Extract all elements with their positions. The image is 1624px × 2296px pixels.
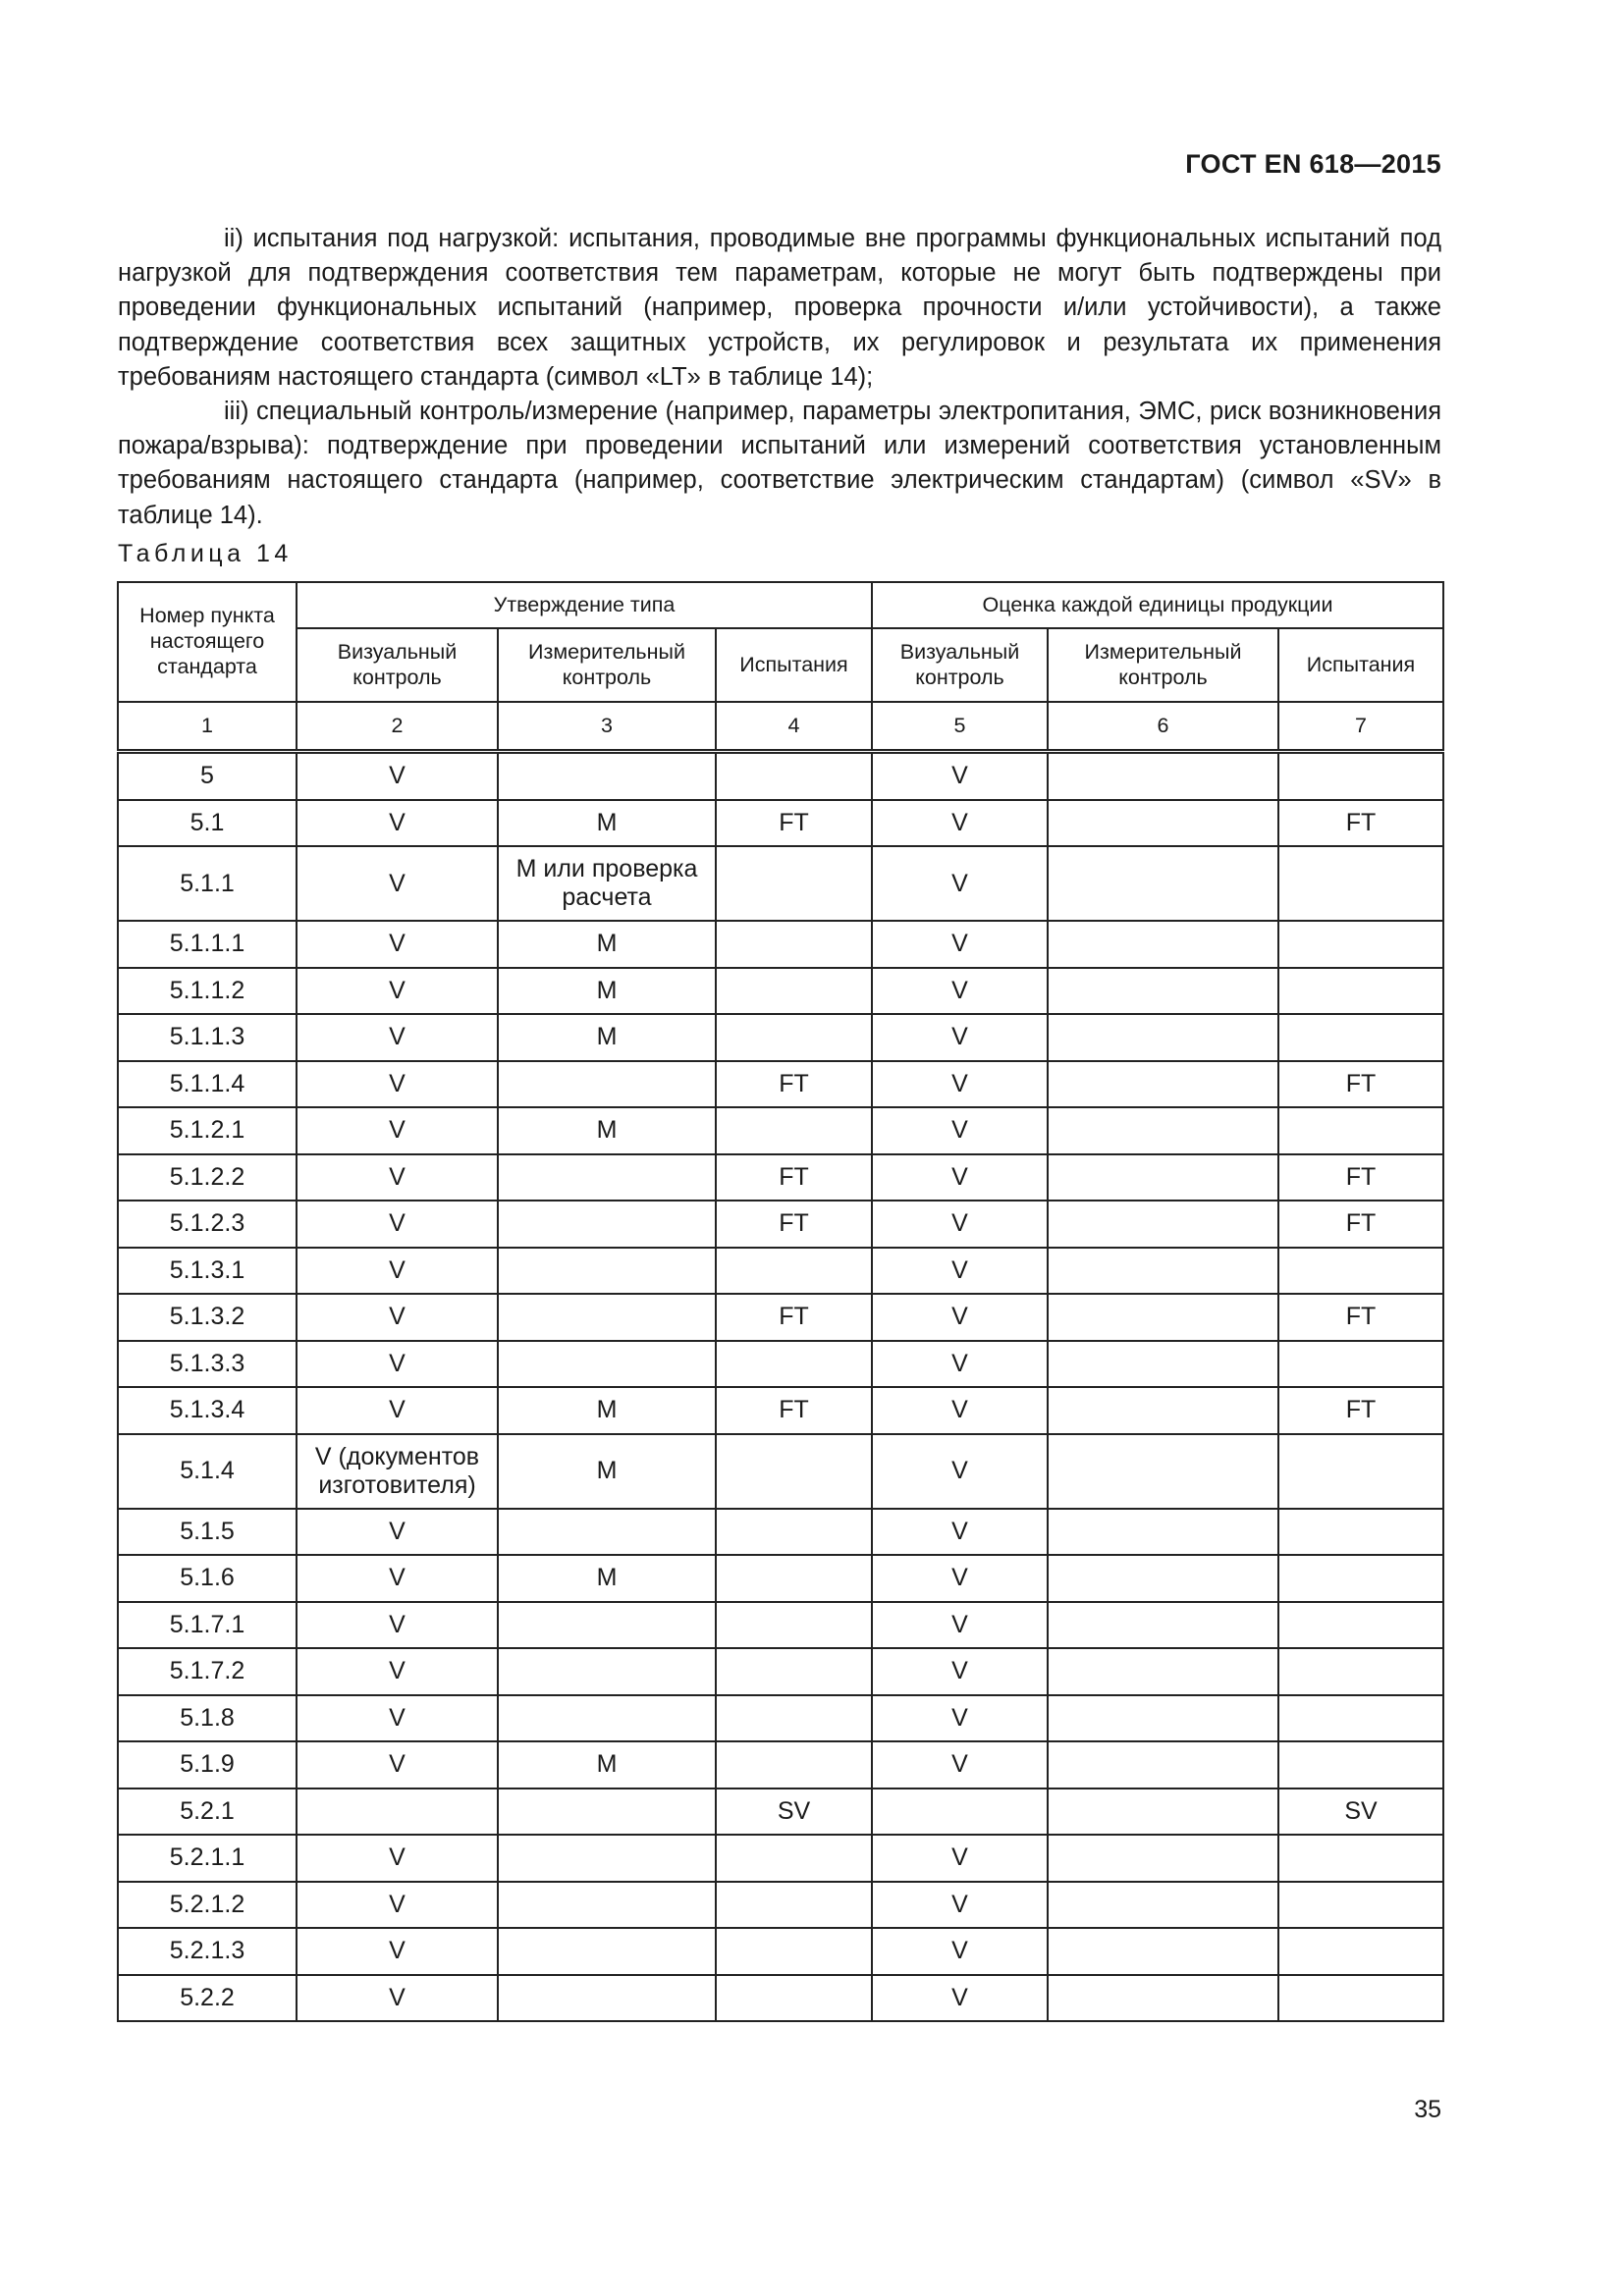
cell-tests-type (716, 1555, 872, 1602)
cell-measure-type (498, 1154, 716, 1201)
paragraph-special-control: iii) специальный контроль/измерение (например, параметры электропитания, ЭМС, риск возникновения пожара/взрыва): подтверждение при проведении испытаний или измерений соответствия установленным требованиям настоящего стандарта (например, соответствие электрическим стандартам) (символ «SV» в таблице 14). (118, 398, 1441, 529)
cell-tests-unit (1278, 1835, 1443, 1882)
cell-measure-type (498, 1882, 716, 1929)
cell-tests-type (716, 1882, 872, 1929)
cell-visual-type: V (297, 1975, 498, 2022)
cell-visual-unit: V (872, 1014, 1048, 1061)
cell-visual-unit: V (872, 921, 1048, 968)
table-row (118, 1341, 1443, 1388)
cell-measure-type (498, 1789, 716, 1836)
cell-measure-unit (1048, 1602, 1278, 1649)
cell-tests-unit (1278, 1648, 1443, 1695)
table-row (118, 968, 1443, 1015)
cell-clause: 5.1.2.1 (118, 1107, 297, 1154)
cell-visual-type: V (297, 800, 498, 847)
cell-tests-type (716, 1741, 872, 1789)
cell-visual-unit: V (872, 1201, 1048, 1248)
cell-measure-type (498, 1975, 716, 2022)
cell-clause: 5.1.7.2 (118, 1648, 297, 1695)
cell-measure-type: M (498, 1107, 716, 1154)
column-number: 1 (118, 702, 297, 752)
cell-visual-unit: V (872, 752, 1048, 800)
column-number: 7 (1278, 702, 1443, 752)
cell-visual-type: V (297, 1509, 498, 1556)
cell-tests-type (716, 752, 872, 800)
cell-visual-type: V (297, 1648, 498, 1695)
cell-tests-type (716, 1107, 872, 1154)
cell-clause: 5.1.5 (118, 1509, 297, 1556)
cell-visual-type (297, 1789, 498, 1836)
cell-measure-unit (1048, 1648, 1278, 1695)
cell-tests-unit (1278, 1928, 1443, 1975)
cell-visual-type: V (297, 1154, 498, 1201)
cell-visual-unit: V (872, 1695, 1048, 1742)
cell-visual-type: V (297, 752, 498, 800)
cell-tests-type (716, 846, 872, 921)
cell-measure-type (498, 1602, 716, 1649)
table-row (118, 921, 1443, 968)
table-row (118, 1928, 1443, 1975)
header-tests-unit: Испытания (1278, 628, 1443, 702)
cell-visual-type: V (297, 1061, 498, 1108)
cell-measure-type (498, 1928, 716, 1975)
cell-tests-type: FT (716, 1294, 872, 1341)
cell-measure-type (498, 1695, 716, 1742)
cell-tests-unit (1278, 921, 1443, 968)
cell-tests-type (716, 1434, 872, 1509)
cell-visual-unit: V (872, 1882, 1048, 1929)
cell-clause: 5.1.4 (118, 1434, 297, 1509)
cell-tests-unit (1278, 1434, 1443, 1509)
cell-visual-type: V (297, 1201, 498, 1248)
cell-clause: 5.1.3.2 (118, 1294, 297, 1341)
cell-visual-unit: V (872, 1294, 1048, 1341)
cell-measure-type (498, 1648, 716, 1695)
cell-visual-type: V (297, 1741, 498, 1789)
cell-clause: 5.1.1 (118, 846, 297, 921)
table-row (118, 1602, 1443, 1649)
cell-visual-unit: V (872, 1975, 1048, 2022)
cell-visual-type: V (297, 1882, 498, 1929)
cell-visual-type: V (297, 1248, 498, 1295)
cell-tests-unit (1278, 1602, 1443, 1649)
cell-clause: 5.1.1.1 (118, 921, 297, 968)
table-row (118, 1741, 1443, 1789)
cell-tests-unit (1278, 968, 1443, 1015)
cell-measure-type (498, 1201, 716, 1248)
cell-measure-unit (1048, 1294, 1278, 1341)
cell-clause: 5 (118, 752, 297, 800)
table-row (118, 1107, 1443, 1154)
cell-measure-unit (1048, 1928, 1278, 1975)
cell-tests-unit (1278, 1014, 1443, 1061)
header-measure-type: Измерительный контроль (498, 628, 716, 702)
column-number: 6 (1048, 702, 1278, 752)
column-number: 2 (297, 702, 498, 752)
cell-measure-unit (1048, 1387, 1278, 1434)
cell-clause: 5.1.2.2 (118, 1154, 297, 1201)
column-number: 5 (872, 702, 1048, 752)
cell-measure-type: M (498, 1014, 716, 1061)
table-row (118, 752, 1443, 800)
table-row (118, 1509, 1443, 1556)
cell-tests-unit: FT (1278, 800, 1443, 847)
cell-tests-type (716, 1648, 872, 1695)
header-unit-assessment: Оценка каждой единицы продукции (872, 582, 1443, 628)
cell-measure-type: M (498, 968, 716, 1015)
cell-clause: 5.1.8 (118, 1695, 297, 1742)
cell-measure-type: M (498, 921, 716, 968)
cell-tests-type (716, 1928, 872, 1975)
cell-measure-unit (1048, 1201, 1278, 1248)
table-caption: Таблица 14 (118, 540, 293, 567)
cell-measure-unit (1048, 1014, 1278, 1061)
cell-visual-unit (872, 1789, 1048, 1836)
cell-tests-type: FT (716, 1154, 872, 1201)
cell-clause: 5.1.1.2 (118, 968, 297, 1015)
cell-clause: 5.1.3.1 (118, 1248, 297, 1295)
cell-measure-type (498, 1341, 716, 1388)
cell-measure-unit (1048, 1741, 1278, 1789)
cell-tests-unit: FT (1278, 1201, 1443, 1248)
table-row (118, 1061, 1443, 1108)
cell-clause: 5.1.9 (118, 1741, 297, 1789)
cell-tests-type: FT (716, 800, 872, 847)
cell-measure-unit (1048, 800, 1278, 847)
cell-clause: 5.1.3.3 (118, 1341, 297, 1388)
cell-tests-type (716, 1014, 872, 1061)
cell-clause: 5.1 (118, 800, 297, 847)
cell-tests-unit (1278, 1509, 1443, 1556)
cell-tests-unit (1278, 1741, 1443, 1789)
cell-tests-type (716, 1341, 872, 1388)
cell-tests-type: SV (716, 1789, 872, 1836)
cell-visual-unit: V (872, 1648, 1048, 1695)
cell-visual-unit: V (872, 1555, 1048, 1602)
cell-visual-unit: V (872, 1602, 1048, 1649)
cell-visual-type: V (297, 1928, 498, 1975)
cell-measure-type: M (498, 1741, 716, 1789)
table-row (118, 800, 1443, 847)
cell-measure-type: M или проверка расчета (498, 846, 716, 921)
table-row (118, 1154, 1443, 1201)
cell-visual-unit: V (872, 1741, 1048, 1789)
cell-tests-unit (1278, 1695, 1443, 1742)
cell-visual-type: V (297, 968, 498, 1015)
cell-measure-unit (1048, 921, 1278, 968)
cell-measure-type: M (498, 800, 716, 847)
cell-visual-unit: V (872, 1341, 1048, 1388)
cell-measure-type: M (498, 1387, 716, 1434)
cell-measure-type: M (498, 1555, 716, 1602)
cell-measure-type (498, 1509, 716, 1556)
cell-measure-unit (1048, 846, 1278, 921)
header-measure-unit: Измерительный контроль (1048, 628, 1278, 702)
column-number: 4 (716, 702, 872, 752)
table-row (118, 1014, 1443, 1061)
cell-clause: 5.1.1.4 (118, 1061, 297, 1108)
cell-tests-type (716, 968, 872, 1015)
cell-visual-type: V (297, 1341, 498, 1388)
cell-visual-type: V (297, 1387, 498, 1434)
cell-measure-unit (1048, 1555, 1278, 1602)
cell-tests-unit: FT (1278, 1154, 1443, 1201)
table-row (118, 1294, 1443, 1341)
cell-visual-type: V (297, 1602, 498, 1649)
cell-visual-unit: V (872, 1509, 1048, 1556)
cell-clause: 5.1.7.1 (118, 1602, 297, 1649)
cell-visual-unit: V (872, 800, 1048, 847)
cell-measure-unit (1048, 1695, 1278, 1742)
cell-clause: 5.2.1 (118, 1789, 297, 1836)
cell-clause: 5.2.2 (118, 1975, 297, 2022)
header-visual-unit: Визуальный контроль (872, 628, 1048, 702)
table-row (118, 1201, 1443, 1248)
cell-clause: 5.1.2.3 (118, 1201, 297, 1248)
cell-visual-unit: V (872, 1248, 1048, 1295)
cell-visual-unit: V (872, 1434, 1048, 1509)
cell-tests-type (716, 1509, 872, 1556)
cell-measure-type (498, 1248, 716, 1295)
cell-visual-type: V (297, 1294, 498, 1341)
cell-tests-type (716, 1248, 872, 1295)
cell-visual-type: V (297, 921, 498, 968)
cell-visual-type: V (297, 1695, 498, 1742)
cell-measure-unit (1048, 1975, 1278, 2022)
cell-measure-type: M (498, 1434, 716, 1509)
cell-visual-type: V (297, 1107, 498, 1154)
cell-measure-unit (1048, 1509, 1278, 1556)
cell-measure-type (498, 752, 716, 800)
cell-visual-type: V (297, 1014, 498, 1061)
cell-measure-type (498, 1835, 716, 1882)
cell-tests-type (716, 1602, 872, 1649)
cell-measure-type (498, 1061, 716, 1108)
cell-tests-unit (1278, 752, 1443, 800)
cell-measure-unit (1048, 1434, 1278, 1509)
cell-visual-type: V (297, 1555, 498, 1602)
cell-measure-unit (1048, 1061, 1278, 1108)
cell-measure-unit (1048, 1882, 1278, 1929)
cell-measure-unit (1048, 1107, 1278, 1154)
cell-tests-type (716, 921, 872, 968)
cell-measure-unit (1048, 752, 1278, 800)
cell-visual-unit: V (872, 1061, 1048, 1108)
header-clause-number: Номер пункта настоящего стандарта (118, 582, 297, 702)
table-row (118, 1248, 1443, 1295)
cell-visual-type: V (297, 1835, 498, 1882)
cell-tests-type (716, 1975, 872, 2022)
cell-tests-unit (1278, 846, 1443, 921)
table-row (118, 1975, 1443, 2022)
cell-tests-type (716, 1695, 872, 1742)
cell-visual-unit: V (872, 1928, 1048, 1975)
cell-tests-type: FT (716, 1201, 872, 1248)
cell-visual-unit: V (872, 846, 1048, 921)
cell-visual-unit: V (872, 1107, 1048, 1154)
table-row (118, 1835, 1443, 1882)
table-row (118, 1434, 1443, 1509)
table-row (118, 1695, 1443, 1742)
document-code: ГОСТ EN 618—2015 (1185, 149, 1441, 179)
table-row (118, 1648, 1443, 1695)
table-row (118, 846, 1443, 921)
cell-tests-unit (1278, 1341, 1443, 1388)
cell-tests-unit (1278, 1248, 1443, 1295)
cell-measure-unit (1048, 1248, 1278, 1295)
cell-visual-type: V (297, 846, 498, 921)
table-row (118, 1882, 1443, 1929)
cell-tests-type (716, 1835, 872, 1882)
cell-clause: 5.2.1.3 (118, 1928, 297, 1975)
cell-measure-unit (1048, 1154, 1278, 1201)
cell-clause: 5.1.3.4 (118, 1387, 297, 1434)
cell-tests-unit: FT (1278, 1061, 1443, 1108)
table-row (118, 1387, 1443, 1434)
header-tests-type: Испытания (716, 628, 872, 702)
cell-clause: 5.2.1.1 (118, 1835, 297, 1882)
cell-visual-unit: V (872, 1154, 1048, 1201)
cell-visual-type: V (документов изготовителя) (297, 1434, 498, 1509)
cell-measure-unit (1048, 968, 1278, 1015)
cell-visual-unit: V (872, 1387, 1048, 1434)
cell-tests-unit (1278, 1107, 1443, 1154)
requirements-table (117, 581, 1444, 2022)
cell-visual-unit: V (872, 968, 1048, 1015)
cell-tests-type: FT (716, 1061, 872, 1108)
cell-tests-unit (1278, 1975, 1443, 2022)
cell-clause: 5.1.1.3 (118, 1014, 297, 1061)
cell-tests-unit (1278, 1555, 1443, 1602)
body-text (118, 222, 1441, 533)
table-row (118, 1555, 1443, 1602)
table-body (118, 752, 1443, 2022)
cell-visual-unit: V (872, 1835, 1048, 1882)
cell-tests-type: FT (716, 1387, 872, 1434)
page-number: 35 (1414, 2096, 1441, 2123)
cell-measure-unit (1048, 1341, 1278, 1388)
cell-tests-unit: FT (1278, 1294, 1443, 1341)
cell-clause: 5.1.6 (118, 1555, 297, 1602)
cell-measure-unit (1048, 1789, 1278, 1836)
cell-clause: 5.2.1.2 (118, 1882, 297, 1929)
table-row (118, 1789, 1443, 1836)
cell-tests-unit: SV (1278, 1789, 1443, 1836)
header-type-approval: Утверждение типа (297, 582, 872, 628)
cell-tests-unit: FT (1278, 1387, 1443, 1434)
cell-tests-unit (1278, 1882, 1443, 1929)
cell-measure-unit (1048, 1835, 1278, 1882)
header-visual-type: Визуальный контроль (297, 628, 498, 702)
column-number: 3 (498, 702, 716, 752)
paragraph-load-tests: ii) испытания под нагрузкой: испытания, проводимые вне программы функциональных испытаний под нагрузкой для подтверждения соответствия тем параметрам, которые не могут быть подтверждены при проведении функциональных испытаний (например, проверка прочности и/или устойчивости), а также подтверждение соответствия всех защитных устройств, их регулировок и результата их применения требованиям настоящего стандарта (символ «LT» в таблице 14); (118, 225, 1441, 391)
cell-measure-type (498, 1294, 716, 1341)
